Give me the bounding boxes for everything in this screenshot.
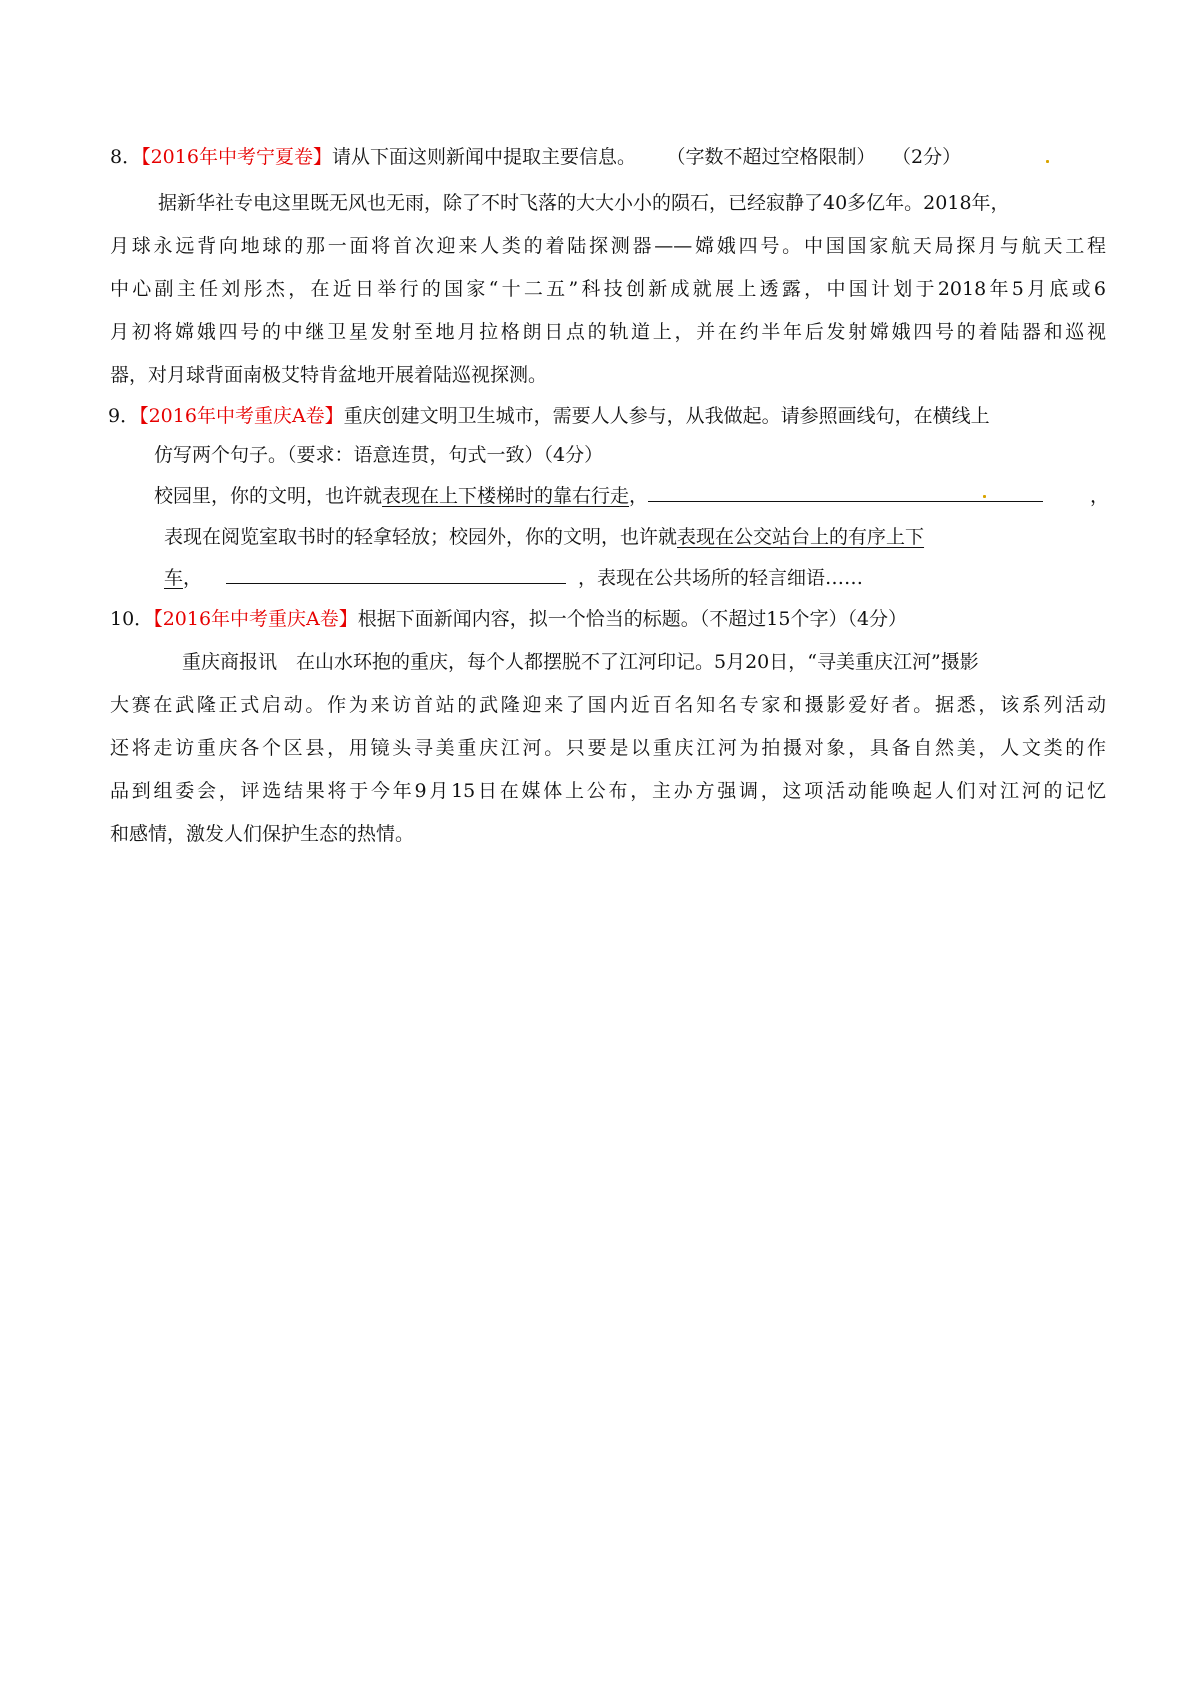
mark-dot [983, 495, 986, 498]
q9-model-underlined-1: 表现在上下楼梯时的靠右行走 [382, 485, 630, 507]
q10-passage-line: 重庆商报讯 在山水环抱的重庆，每个人都摆脱不了江河印记。5月20日，“寻美重庆江河”摄影 [182, 651, 979, 673]
q9-s3-comma: ， [183, 567, 203, 589]
q8-prompt: 请从下面这则新闻中提取主要信息。 [331, 146, 636, 168]
q9-sentence-2 [164, 519, 924, 555]
q10-passage-line: 还将走访重庆各个区县，用镜头寻美重庆江河。只要是以重庆江河为拍摄对象，具备自然美，人文类的作 [110, 737, 1106, 759]
q10-source-tag: 【2016年中考重庆A卷】 [153, 608, 358, 630]
q9-s2-prefix: 表现在阅览室取书时的轻拿轻放；校园外，你的文明，也许就 [164, 526, 678, 548]
q9-sentence-1 [154, 478, 1043, 514]
q8-passage-line: 月球永远背向地球的那一面将首次迎来人类的着陆探测器——嫦娥四号。中国国家航天局探月与航天工程 [110, 235, 1106, 257]
q9-header [108, 398, 990, 434]
q8-passage-line: 月初将嫦娥四号的中继卫星发射至地月拉格朗日点的轨道上，并在约半年后发射嫦娥四号的着陆器和巡视 [110, 321, 1106, 343]
q9-prompt: 重庆创建文明卫生城市，需要人人参与，从我做起。请参照画线句，在横线上 [343, 405, 990, 427]
q9-s1-prefix: 校园里，你的文明，也许就 [154, 485, 383, 507]
q8-passage-line: 中心副主任刘彤杰，在近日举行的国家“十二五”科技创新成就展上透露，中国计划于2018年5月底或6 [110, 278, 1106, 300]
q9-number: 9． [108, 405, 140, 427]
q8-passage-line: 器，对月球背面南极艾特肯盆地开展着陆巡视探测。 [110, 364, 548, 386]
q9-s1-end-comma: ， [1090, 485, 1110, 507]
q10-passage-line: 品到组委会，评选结果将于今年9月15日在媒体上公布，主办方强调，这项活动能唤起人们对江河的记忆 [110, 780, 1106, 802]
q8-passage-line: 据新华社专电这里既无风也无雨，除了不时飞落的大大小小的陨石，已经寂静了40多亿年。2018年， [158, 192, 1010, 214]
q8-limit: （字数不超过空格限制） [675, 146, 876, 168]
q8-number: 8． [110, 146, 142, 168]
q10-passage-line: 和感情，激发人们保护生态的热情。 [110, 823, 415, 845]
q10-header [110, 601, 907, 637]
q9-model-underlined-2: 表现在公交站台上的有序上下 [677, 526, 925, 548]
q10-passage-line: 大赛在武隆正式启动。作为来访首站的武隆迎来了国内近百名知名专家和摄影爱好者。据悉，该系列活动 [110, 694, 1106, 716]
q10-prompt: 根据下面新闻内容，拟一个恰当的标题。（不超过15个字）（4分） [357, 608, 908, 630]
q10-number: 10． [110, 608, 154, 630]
q9-prompt-line2: 仿写两个句子。（要求：语意连贯，句式一致）（4分） [154, 444, 604, 466]
q8-header [110, 139, 961, 175]
mark-dot [1046, 160, 1049, 163]
q8-score: （2分） [901, 146, 962, 168]
q8-source-tag: 【2016年中考宁夏卷】 [141, 146, 332, 168]
q9-sentence-3 [164, 560, 863, 596]
answer-blank-1[interactable] [648, 479, 1043, 502]
q9-model-underlined-3: 车 [164, 567, 184, 589]
q9-s1-comma: ， [629, 485, 649, 507]
q9-source-tag: 【2016年中考重庆A卷】 [139, 405, 344, 427]
q9-s3-suffix: ，表现在公共场所的轻言细语…… [578, 567, 864, 589]
answer-blank-2[interactable] [226, 561, 566, 584]
